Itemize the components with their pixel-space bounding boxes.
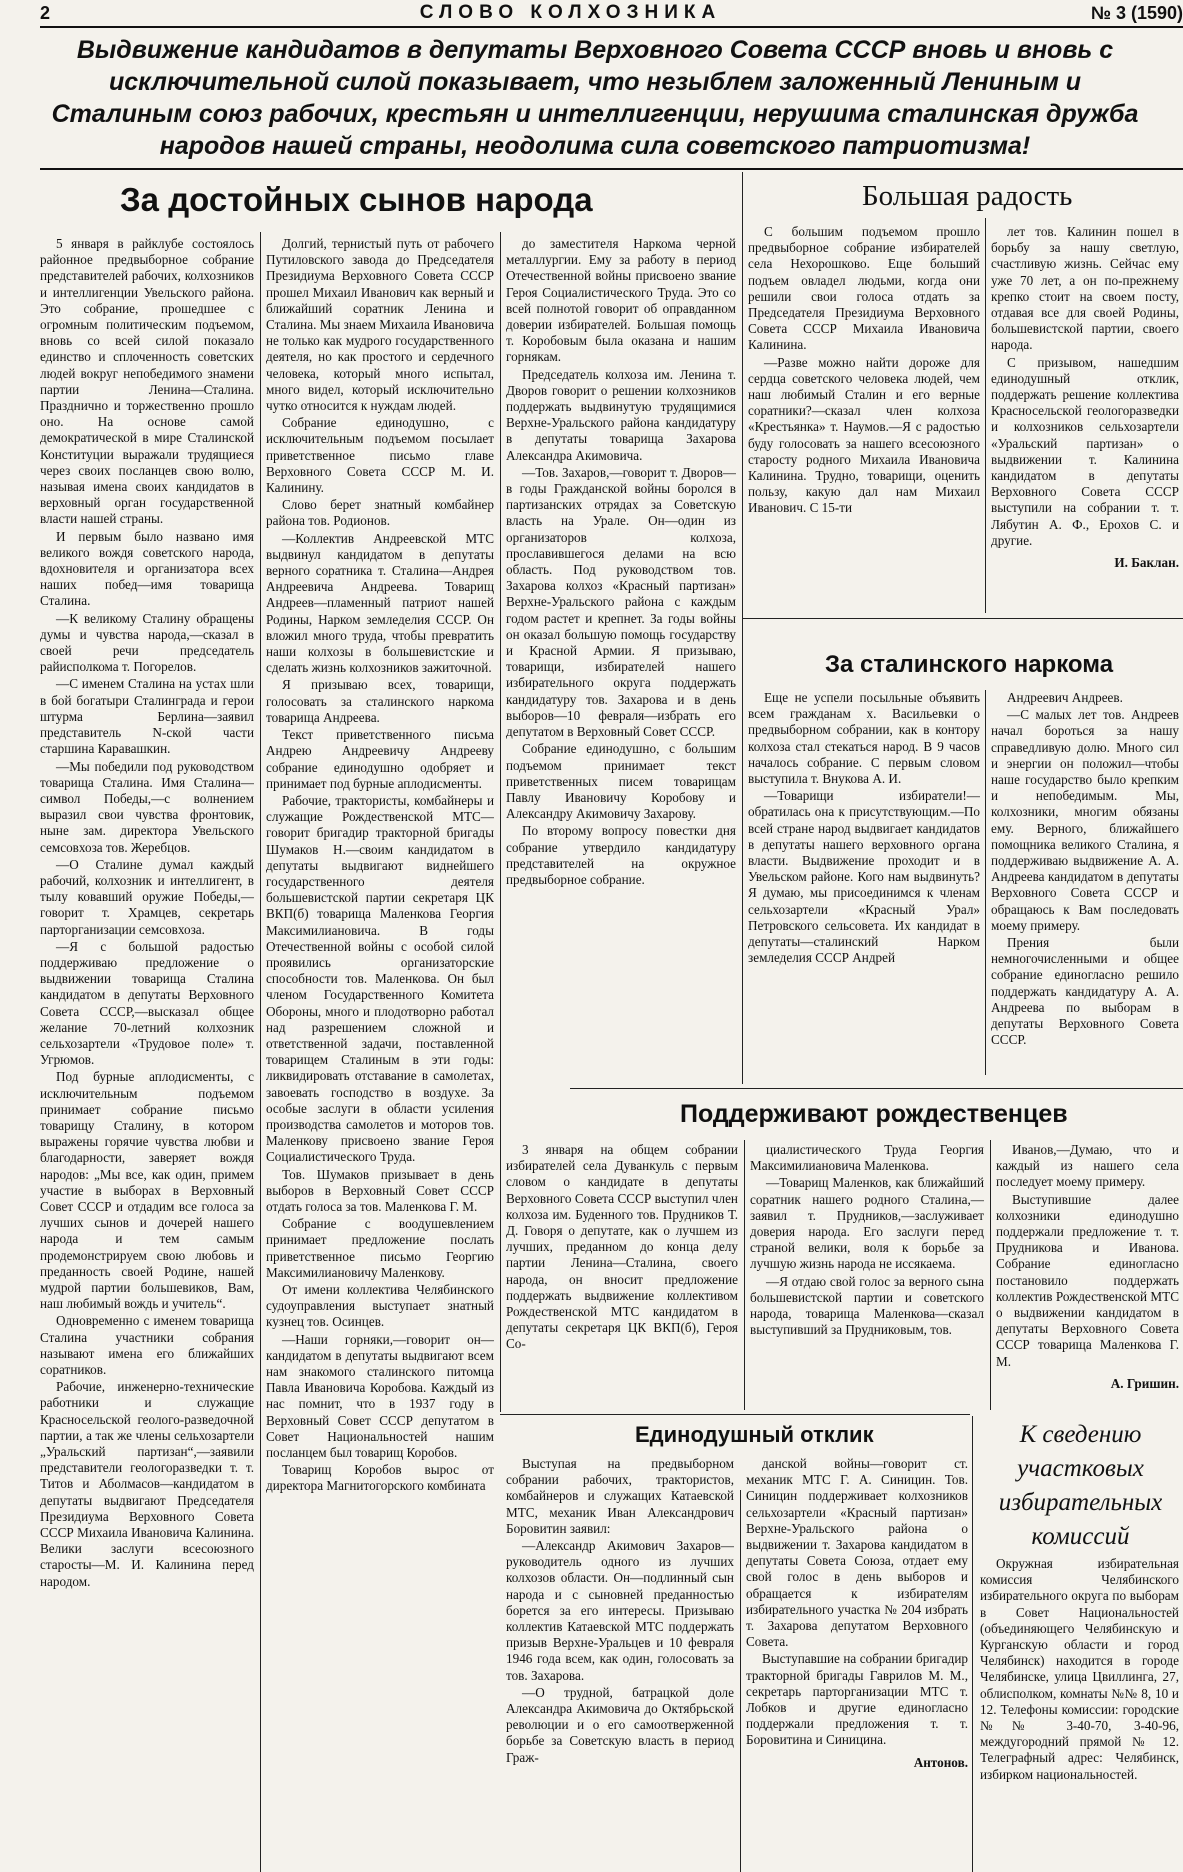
paragraph: —С малых лет тов. Андреев начал бороться за нашу справедливую долю. Много сил и энергии он положил—чтобы наше государство было крепким и непобедимым. Мы, колхозники, многим обязаны ему. Верного, ближайшего помощника великого Сталина, я поддерживаю выдвижение А. А. Андреева кандидатом в депутаты Верховного Совета СССР и обращаюсь к Вам последовать моему примеру. <box>991 707 1179 933</box>
paragraph: —К великому Сталину обращены думы и чувства народа,—сказал в своей речи председатель райисполкома т. Погорелов. <box>40 610 254 675</box>
paragraph: С большим подъемом прошло предвыборное собрание избирателей села Нехорошково. Еще больший подъем овладел людьми, когда они решили свои голоса отдать за Председателя Президиума Верховного Совета СССР Михаила Ивановича Калинина. <box>748 224 980 353</box>
paragraph: Выступая на предвыборном собрании рабочих, трактористов, комбайнеров и служащих Катаевской МТС, механик Иван Александрович Боровитин заявил: <box>506 1456 734 1536</box>
article-5-column-2 <box>746 1456 968 1868</box>
newspaper-title: СЛОВО КОЛХОЗНИКА <box>419 2 722 23</box>
paragraph: —Мы победили под руководством товарища Сталина. Имя Сталина—символ Победы,—с волнением выразил свои чувства фронтовик, ныне зам. директора Увельского семсовхоза тов. Жеребцов. <box>40 758 254 855</box>
paragraph: Окружная избирательная комиссия Челябинского избирательного округа по выборам в Совет Национальностей (объединяющего Челябинскую и Курганскую области и город Челябинск) находится в городе Челябинске, улица Цвиллинга, 27, облисполком, комнаты №№ 8, 10 и 12. Телефоны комиссии: городские №№ 3-40-70, 3-40-96, междугородний прямой № 12. Телеграфный адрес: Челябинск, избирком национальностей. <box>980 1556 1179 1782</box>
paragraph: —Коллектив Андреевской МТС выдвинул кандидатом в депутаты верного соратника т. Сталина—Андрея Андреевича Андреева. Товарищ Андреев—пламенный патриот нашей Родины, Нарком земледелия СССР. Он вложил много труда, чтобы превратить наши колхозы в большевистские и сделать жизнь колхозников зажиточной. <box>266 530 494 676</box>
page-number: 2 <box>40 2 51 23</box>
paragraph: —Товарищи избиратели!—обратилась она к присутствующим.—По всей стране народ выдвигает кандидатов в депутаты нашего верховного органа власти. Выдвижение проходит и в Увельском районе. Кого нам выдвинуть? Я думаю, мы присоединимся к членам сельхозартели «Красный Урал» Петровского сельсовета. Их кандидат в депутаты—сталинский Нарком земледелия СССР Андрей <box>748 788 980 966</box>
paragraph: Долгий, тернистый путь от рабочего Путиловского завода до Председателя Президиума Верховного Совета СССР прошел Михаил Иванович как верный и ближайший соратник Ленина и Сталина. Мы знаем Михаила Ивановича не только как мудрого государственного деятеля, но как простого и сердечного человека, который много испытал, много видел, который исключительно чутко относится к нуждам людей. <box>266 236 494 414</box>
paragraph: Одновременно с именем товарища Сталина участники собрания называют имена его ближайших соратников. <box>40 1313 254 1378</box>
paragraph: Иванов,—Думаю, что и каждый из нашего села последует моему примеру. <box>996 1142 1179 1190</box>
article-3-column-2 <box>991 690 1179 1082</box>
paragraph: Товарищ Коробов вырос от директора Магнитогорского комбината <box>266 1462 494 1494</box>
paragraph: Прения были немногочисленными и общее собрание единогласно решило поддержать кандидатуру А. А. Андреева по выборам в депутаты Верховного Совета СССР. <box>991 935 1179 1048</box>
rule-art4-bottom <box>500 1414 970 1415</box>
paragraph: Под бурные аплодисменты, с исключительным подъемом принимает собрание письмо товарищу Сталину, в котором выражены горячие чувства любви и благодарности, заверяет вождя народов: „Мы все, как один, примем участие в выборах в Верховный Совет СССР и отдадим все голоса за лучших сынов и дочерей нашего народа и тем самым продемонстрируем свою любовь и преданность своей Родине, нашей мудрой партии большевиков, Вам, наш любимый вождь и учитель“. <box>40 1069 254 1312</box>
paragraph: —Разве можно найти дороже для сердца советского человека людей, чем наш любимый Сталин и его верные соратники?—сказал член колхоза «Крестьянка» т. Наумов.—Я с радостью буду голосовать за нашего всесоюзного старосту родного Михаила Ивановича Калинина. Трудно, товарищи, оценить пользу, какую дал нам Михаил Иванович. С 15-ти <box>748 354 980 516</box>
paragraph: —О трудной, батрацкой доле Александра Акимовича до Октябрьской революции и о его самоотверженной борьбе за Советскую власть в период Граж- <box>506 1684 734 1765</box>
rule-art4-col1 <box>744 1140 745 1410</box>
banner-slogan: Выдвижение кандидатов в депутаты Верховного Совета СССР вновь и вновь с исключительной силой показывает, что незыблем заложенный Лениным и Сталиным союз рабочих, крестьян и интеллигенции, нерушима сталинская дружба народов нашей страны, неодолима сила советского патриотизма! <box>51 36 1139 160</box>
paragraph: лет тов. Калинин пошел в борьбу за нашу светлую, счастливую жизнь. Сейчас ему уже 70 лет, а он по-прежнему крепко стоит на своем посту, отдавая все для своей Родины, большевистской партии, своего народа. <box>991 224 1179 353</box>
article-1-title: За достойных сынов народа <box>120 181 593 218</box>
article-4-column-3 <box>996 1142 1179 1410</box>
rule-main-right <box>742 172 743 1084</box>
paragraph: —Я с большой радостью поддерживаю предложение о выдвижении товарища Сталина кандидатом в депутаты Верховного Совета СССР,—высказал общее желание 70-летний колхозник сельхозартели «Трудовое поле» т. Угрюмов. <box>40 938 254 1068</box>
paragraph: Собрание единодушно, с большим подъемом принимает текст приветственных писем товарищам Павлу Ивановичу Коробову и Александру Акимовичу Захарову. <box>506 741 736 822</box>
article-4-column-1 <box>506 1142 738 1410</box>
rule-col-1 <box>260 232 261 1872</box>
paragraph: Председатель колхоза им. Ленина т. Дворов говорит о решении колхозников поддержать выдвинутую трудящимися Верхне-Уральского района кандидатуру в депутаты товарища Захарова Александра Акимовича. <box>506 366 736 463</box>
paragraph: И первым было названо имя великого вождя советского народа, вдохновителя и организатора всех наших побед—имя товарища Сталина. <box>40 528 254 609</box>
rule-art3-bottom <box>570 1088 1183 1089</box>
paragraph: Выступившие далее колхозники единодушно поддержали предложение т. т. Прудникова и Иванова. Собрание единогласно постановило поддержать коллектив Рождественской МТС о выдвижении кандидатом в депутаты Верховного Совета СССР товарища Маленкова Г. М. <box>996 1191 1179 1369</box>
paragraph: —Тов. Захаров,—говорит т. Дворов—в годы Гражданской войны боролся в партизанских отрядах за Советскую власть на Урале. Он—один из организаторов колхоза, прославившегося делами на всю область. Под руководством тов. Захарова колхоз «Красный партизан» Верхне-Уральского района с каждым годом растет и крепнет. За годы войны он оказал большую помощь государству и Красной Армии. Я призываю, товарищи, избирателей нашего избирательного округа поддержать кандидатуру тов. Захарова и в день выборов—10 февраля—избрать его депутатом в Верховный Совет СССР. <box>506 464 736 740</box>
paragraph: Тов. Шумаков призывает в день выборов в Верховный Совет СССР отдать голоса за тов. Маленкова Г. М. <box>266 1166 494 1214</box>
paragraph: Еще не успели посыльные объявить всем гражданам х. Васильевки о предвыборном собрании, как в контору колхоза стал стекаться народ. В 9 часов началось собрание. С первым словом выступила т. Внукова А. И. <box>748 690 980 787</box>
article-4-title: Поддерживают рождественцев <box>680 1100 1068 1128</box>
article-6-title: К сведению участковых избирательных комиссий <box>998 1421 1163 1550</box>
paragraph: С призывом, нашедшим единодушный отклик, поддержать решение коллектива Красносельской геологоразведки и колхозников сельхозартели «Уральский партизан» о выдвижении т. Калинина кандидатом в депутаты Верховного Совета СССР выступили на собрании т. т. Лябутин А. Ф., Ерохов С. и другие. <box>991 354 1179 548</box>
article-4-column-2 <box>750 1142 984 1410</box>
paragraph: до заместителя Наркома черной металлургии. Ему за работу в период Отечественной войны присвоено звание Героя Социалистического Труда. Это со всей полнотой говорит об оправданном доверии избирателей. Большая помощь т. Коробовым была оказана и нашим горнякам. <box>506 236 736 365</box>
author-signature: А. Гришин. <box>1110 1375 1179 1391</box>
rule-art5-mid <box>740 1490 741 1872</box>
paragraph: —С именем Сталина на устах шли в бой богатыри Сталинграда и герои штурма Берлина—заявил представитель N-ской части старшина Каравашкин. <box>40 676 254 757</box>
paragraph: данской войны—говорит ст. механик МТС Г. А. Синицин. Тов. Синицин поддерживает колхозников сельхозартели «Красный партизан» Верхне-Уральского района о выдвижении т. Захарова кандидатом в депутаты Совета Союза, отдает ему свой голос в день выборов и обращается к избирателям избирательного участка № 204 избрать т. Захарова депутатом Верховного Совета. <box>746 1456 968 1650</box>
article-2-title: Большая радость <box>862 180 1073 212</box>
article-5-column-1 <box>506 1456 734 1868</box>
rule-art3-mid <box>985 690 986 1075</box>
article-1-column-1 <box>40 236 254 1868</box>
rule-art6-left <box>972 1416 973 1872</box>
rule-art2-bottom <box>742 618 1183 619</box>
paragraph: Собрание единодушно, с исключительным подъемом посылает приветственное письмо главе Верховного Совета СССР М. И. Калинину. <box>266 415 494 496</box>
paragraph: —Наши горняки,—говорит он—кандидатом в депутаты выдвигают всем нам знакомого сталинского питомца Павла Ивановича Коробова. Каждый из нас помнит, что в 1937 году в Верховный Совет СССР депутатом в Совет Национальностей нашим посланцем был товарищ Коробов. <box>266 1331 494 1461</box>
article-1-column-2 <box>266 236 494 1868</box>
banner-rule <box>40 168 1183 170</box>
rule-art2-mid <box>985 218 986 613</box>
rule-art4-col2 <box>990 1140 991 1410</box>
article-3-title: За сталинского наркома <box>825 651 1114 678</box>
paragraph: Выступавшие на собрании бригадир тракторной бригады Гаврилов М. М., секретарь парторганизации МТС т. Лобков и другие единогласно поддержали предложения т. т. Боровитина и Синицина. <box>746 1651 968 1748</box>
paragraph: 3 января на общем собрании избирателей села Дуванкуль с первым словом о кандидате в депутаты Верховного Совета СССР выступил член колхоза им. Буденного тов. Прудников Т. Д. Говоря о депутате, как о лучшем из лучших, преданном до конца делу партии Ленина—Сталина, своего народа, он вносит предложение поддержать выдвижение коллективом Рождественской МТС кандидатом в депутаты секретаря ЦК ВКП(б), Героя Со- <box>506 1142 738 1352</box>
paragraph: —Товарищ Маленков, как ближайший соратник нашего родного Сталина,—заявил т. Прудников,—заслуживает доверия народа. Его заслуги перед страной велики, воля к борьбе за лучшую жизнь народа не иссякаема. <box>750 1175 984 1272</box>
paragraph: —Я отдаю свой голос за верного сына большевистской партии и советского народа, товарища Маленкова—сказал выступивший за Прудниковым, тов. <box>750 1273 984 1338</box>
paragraph: Рабочие, трактористы, комбайнеры и служащие Рождественской МТС—говорит бригадир тракторной бригады Шумаков Н.—своим кандидатом в депутаты выдвигают виднейшего государственного деятеля большевистской партии секретаря ЦК ВКП(б) товарища Маленкова Георгия Максимилиановича. В годы Отечественной войны с особой силой проявились организаторские способности тов. Маленкова. Он был членом Государственного Комитета Обороны, много и плодотворно работал над разрешением сложной и ответственной задачи, поставленной товарищем Сталиным в эти годы: ликвидировать отставание в самолетах, завоевать господство в воздухе. За особые заслуги в области усиления производства самолетов и моторов тов. Маленкову присвоено звание Героя Социалистического Труда. <box>266 792 494 1165</box>
paragraph: —Александр Акимович Захаров—руководитель одного из лучших колхозов области. Он—подлинный сын народа и с сыновней преданностью борется за его интересы. Призываю коллектив Катаевской МТС поддержать призыв Верхне-Уральцев и 10 февраля 1946 года всем, как один, голосовать за тов. Захарова. <box>506 1538 734 1683</box>
rule-col-2 <box>500 232 501 1412</box>
author-signature: И. Баклан. <box>1114 555 1179 571</box>
paragraph: Я призываю всех, товарищи, голосовать за сталинского наркома товарища Андреева. <box>266 677 494 725</box>
paragraph: Андреевич Андреев. <box>1007 690 1123 705</box>
issue-number: № 3 (1590) <box>1090 2 1183 23</box>
paragraph: От имени коллектива Челябинского судоуправления выступает знатный кузнец тов. Осинцев. <box>266 1282 494 1330</box>
article-6-body <box>980 1556 1179 1868</box>
author-signature: Антонов. <box>913 1754 968 1770</box>
paragraph: Слово берет знатный комбайнер района тов. Родионов. <box>266 497 494 529</box>
article-3-column-1 <box>748 690 980 1082</box>
paragraph: Собрание с воодушевлением принимает предложение послать приветственное письмо Георгию Максимилиановичу Маленкову. <box>266 1216 494 1280</box>
paragraph: —О Сталине думал каждый рабочий, колхозник и интеллигент, в тылу ковавший оружие Победы,—говорит т. Храмцев, секретарь парторганизации семсовхоза. <box>40 856 254 937</box>
paragraph: По второму вопросу повестки дня собрание утвердило кандидатуру представителей на окружное предвыборное собрание. <box>506 823 736 887</box>
paragraph: 5 января в райклубе состоялось районное предвыборное собрание представителей рабочих, колхозников и интеллигенции Увельского района. Это собрание, прошедшее с огромным политическим подъемом, вновь со всей силой показало единство и сплоченность советских людей вокруг непобедимого знамени партии Ленина—Сталина. Празднично и торжественно прошло оно. На основе самой демократической в мире Сталинской Конституции выражали трудящиеся через своих посланцев свою волю, называя имена своих кандидатов в верховный орган государственной власти нашей страны. <box>40 236 254 527</box>
paragraph: Текст приветственного письма Андрею Андреевичу Андрееву собрание единодушно одобряет и принимает под бурные аплодисменты. <box>266 727 494 791</box>
paragraph: Рабочие, инженерно-технические работники и служащие Красносельской геолого-разведочной партии, а так же члены сельхозартели „Уральский партизан“,—заявили представители геологоразведки т. т. Титов и Аболмасов—кандидатом в депутаты выдвигают Председателя Президиума Верховного Совета СССР Михаила Ивановича Калинина. Велики заслуги всесоюзного старосты—М. И. Калинина перед народом. <box>40 1379 254 1589</box>
article-2-column-1 <box>748 224 980 614</box>
masthead <box>40 0 1183 28</box>
paragraph: циалистического Труда Георгия Максимилиановича Маленкова. <box>750 1142 984 1174</box>
article-1-column-3 <box>506 236 736 1076</box>
article-2-column-2 <box>991 224 1179 614</box>
article-5-title: Единодушный отклик <box>635 1422 874 1447</box>
